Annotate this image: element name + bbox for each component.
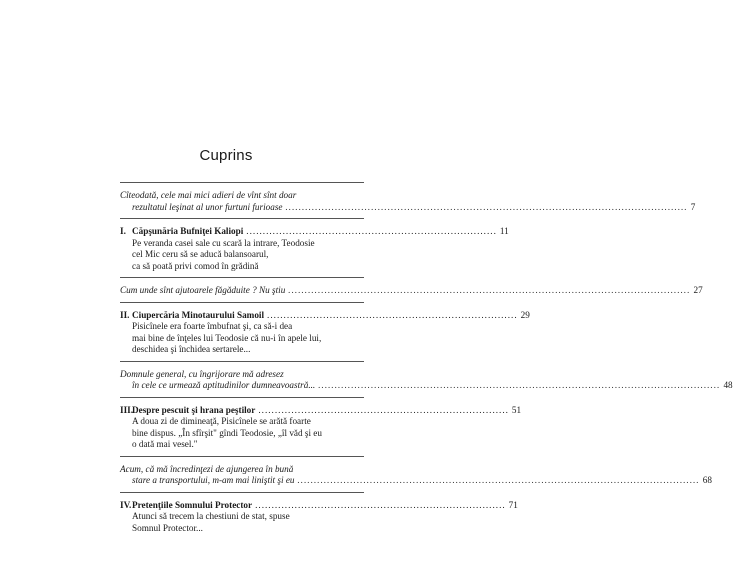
page-number: 51	[511, 404, 522, 415]
chapter-title: Despre pescuit şi hrana peştilor	[132, 404, 256, 415]
page-number: 29	[520, 309, 530, 320]
toc-interlude-entry[interactable]: Domnule general, cu îngrijorare mă adresez în cele ce urmează aptitudinilor dumneavoastră... ..... 48	[120, 369, 364, 392]
toc-chapter-entry[interactable]	[120, 404, 522, 451]
toc-interlude-entry[interactable]: Cum unde sînt ajutoarele făgăduite ? Nu ştiu ..... 27	[120, 285, 364, 297]
chapter-description	[120, 321, 364, 356]
chapter-title: Pretenţiile Somnului Protector	[132, 499, 253, 510]
divider	[120, 302, 364, 303]
description-line: A doua zi de dimineaţă, Pisicînele se arătă foarte	[132, 416, 311, 426]
description-line: Pisicînele era foarte îmbufnat şi, ca să-i dea	[132, 321, 293, 331]
leader-dots	[286, 202, 688, 214]
chapter-description	[120, 511, 364, 534]
page-number: 71	[508, 499, 518, 510]
description-line: Pe veranda casei sale cu scară la intrare, Teodosie	[132, 237, 315, 248]
divider	[120, 218, 364, 219]
chapter-title: Ciupercăria Minotaurului Samoil	[132, 309, 265, 320]
toc-interlude-entry[interactable]: Cîteodată, cele mai mici adieri de vînt sînt doar rezultatul leşinat al unor furtuni furioase ..... 7	[120, 190, 364, 213]
page-title: Cuprins	[199, 147, 253, 164]
chapter-numeral: II.	[120, 309, 130, 320]
chapter-title: Căpşunăria Bufniţei Kaliopi	[132, 226, 244, 236]
divider	[120, 456, 364, 457]
divider	[120, 277, 364, 278]
description-line: bine dispus. „În sfîrşit" gîndi Teodosie, „îl văd şi eu	[132, 427, 322, 438]
interlude-line: Cîteodată, cele mai mici adieri de vînt sînt doar	[120, 190, 297, 200]
interlude-line: Domnule general, cu îngrijorare mă adresez	[120, 368, 284, 379]
description-line: mai bine de înţeles lui Teodosie că nu-i în apele lui,	[132, 332, 322, 343]
chapter-description	[120, 416, 364, 451]
interlude-line: Acum, că mă încredinţezi de ajungerea în bună	[120, 463, 294, 474]
table-of-contents	[120, 182, 733, 534]
description-line: o dată mai vesel."	[132, 439, 198, 449]
leader-dots	[318, 380, 720, 392]
description-line: Atunci să trecem la chestiuni de stat, spuse	[132, 511, 290, 521]
toc-chapter-entry[interactable]	[120, 309, 530, 356]
interlude-last-line: în cele ce urmează aptitudinilor dumneavoastră...	[132, 380, 316, 390]
leader-dots: ............................................................................	[246, 226, 497, 236]
chapter-numeral: IV.	[120, 499, 132, 510]
chapter-description	[120, 238, 364, 273]
toc-chapter-entry[interactable]	[120, 499, 518, 535]
divider	[120, 182, 364, 183]
toc-chapter-entry[interactable]	[120, 226, 509, 272]
chapter-numeral: III.	[120, 404, 134, 415]
interlude-last-line: rezultatul leşinat al unor furtuni furioase	[132, 201, 283, 212]
description-line: Somnul Protector...	[132, 522, 203, 533]
leader-dots	[288, 285, 690, 297]
leader-dots	[298, 475, 700, 487]
chapter-numeral: I.	[120, 226, 126, 236]
leader-dots: ............................................................................	[258, 404, 509, 415]
divider	[120, 492, 364, 493]
description-line: deschidea şi închidea sertarele...	[132, 344, 251, 354]
leader-dots: ............................................................................	[255, 499, 506, 510]
leader-dots: ............................................................................	[267, 309, 518, 320]
description-line: cel Mic ceru să se aducă balansoarul,	[132, 249, 269, 259]
description-line: ca să poată privi comod în grădină	[132, 260, 259, 271]
divider	[120, 397, 364, 398]
interlude-last-line: stare a transportului, m-am mai liniştit şi eu	[132, 475, 295, 485]
divider	[120, 361, 364, 362]
interlude-last-line: Cum unde sînt ajutoarele făgăduite ? Nu ştiu	[120, 285, 286, 295]
toc-interlude-entry[interactable]: Acum, că mă încredinţezi de ajungerea în bună stare a transportului, m-am mai liniştit şi eu ..... 68	[120, 464, 364, 487]
page-number: 11	[499, 226, 509, 236]
